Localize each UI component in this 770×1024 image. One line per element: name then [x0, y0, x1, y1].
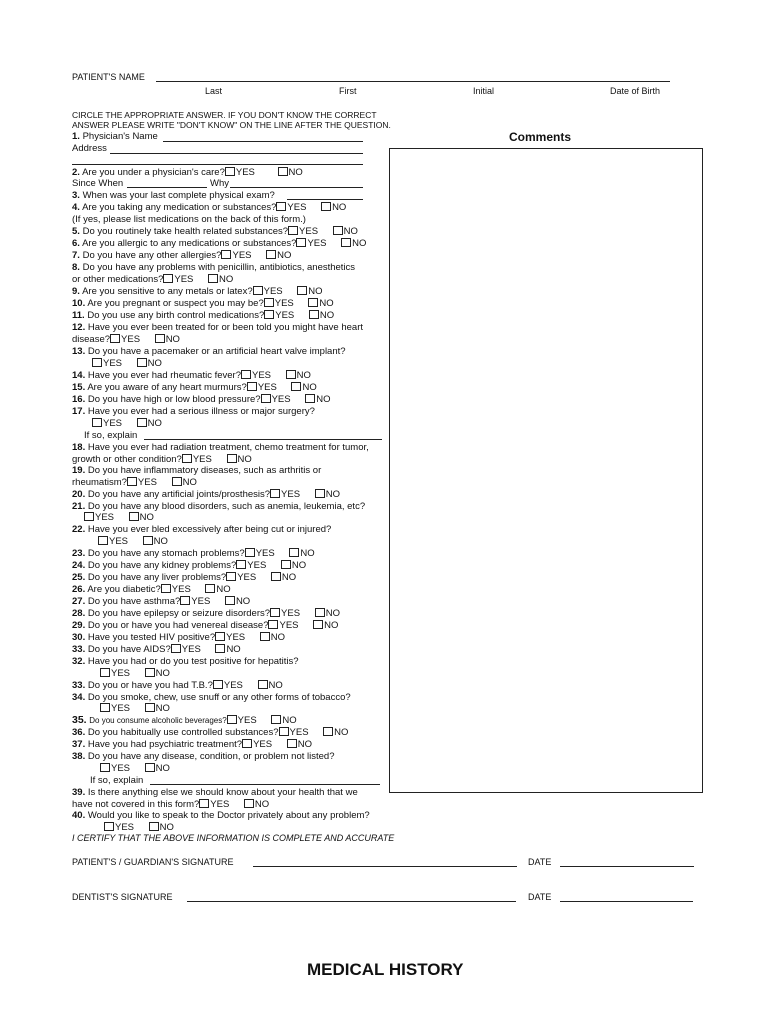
instructions-line2: ANSWER PLEASE WRITE "DON'T KNOW" ON THE LINE AFTER THE QUESTION. [72, 120, 391, 130]
question-6: 6. Are you allergic to any medications or substances? YES NO [72, 238, 367, 249]
question-17-answers: YES NO [92, 418, 162, 429]
q38-yes-checkbox[interactable] [100, 763, 110, 772]
address-label: Address [72, 143, 107, 154]
address-line-2[interactable] [72, 164, 363, 165]
question-24: 24. Do you have any kidney problems? YES NO [72, 560, 307, 571]
address-line[interactable] [110, 153, 363, 154]
physician-row: 1. Physician's Name [72, 131, 158, 142]
patient-signature-line[interactable] [253, 866, 517, 867]
question-aids: 33. Do you have AIDS? YES NO [72, 644, 241, 655]
question-22: 22. Have you ever bled excessively after being cut or injured? [72, 524, 332, 535]
question-25: 25. Do you have any liver problems? YES NO [72, 572, 297, 583]
q25-no-checkbox[interactable] [271, 572, 281, 581]
question-29: 29. Do you or have you had venereal disease? YES NO [72, 620, 339, 631]
question-10: 10. Are you pregnant or suspect you may be? YES NO [72, 298, 334, 309]
q7-yes-checkbox[interactable] [221, 250, 231, 259]
question-tb: 33. Do you or have you had T.B.? YES NO [72, 680, 283, 691]
dob-sublabel: Date of Birth [610, 86, 661, 96]
question-23: 23. Do you have any stomach problems? YES NO [72, 548, 315, 559]
q13-no-checkbox[interactable] [137, 358, 147, 367]
q38-explain-label: If so, explain [90, 775, 144, 786]
question-39: 39. Is there anything else we should know about your health that we [72, 787, 358, 798]
q5-no-checkbox[interactable] [333, 226, 343, 235]
q27-no-checkbox[interactable] [225, 596, 235, 605]
question-34: 34. Do you smoke, chew, use snuff or any other forms of tobacco? [72, 692, 351, 703]
question-32-answers: YES NO [100, 668, 170, 679]
since-when-line[interactable] [127, 187, 207, 188]
question-40-answers: YES NO [104, 822, 174, 833]
q38-explain-line[interactable] [150, 784, 380, 785]
question-15: 15. Are you aware of any heart murmurs? YES NO [72, 382, 317, 393]
dentist-date-line[interactable] [560, 901, 693, 902]
comments-label: Comments [509, 130, 572, 144]
q27-yes-checkbox[interactable] [180, 596, 190, 605]
question-19: 19. Do you have inflammatory diseases, such as arthritis or [72, 465, 322, 476]
q28-yes-checkbox[interactable] [270, 608, 280, 617]
q19-no-checkbox[interactable] [172, 477, 182, 486]
q21-yes-checkbox[interactable] [84, 512, 94, 521]
comments-box[interactable] [389, 148, 703, 793]
q4-no-checkbox[interactable] [321, 202, 331, 211]
patient-name-line[interactable] [156, 81, 670, 82]
why-line[interactable] [230, 187, 363, 188]
q39-yes-checkbox[interactable] [199, 799, 209, 808]
q14-yes-checkbox[interactable] [241, 370, 251, 379]
q35-no-checkbox[interactable] [271, 715, 281, 724]
patient-date-line[interactable] [560, 866, 694, 867]
q11-no-checkbox[interactable] [309, 310, 319, 319]
question-21-answers: YES NO [84, 512, 154, 523]
q40-yes-checkbox[interactable] [104, 822, 114, 831]
q24-no-checkbox[interactable] [281, 560, 291, 569]
question-32: 32. Have you had or do you test positive for hepatitis? [72, 656, 299, 667]
q15-yes-checkbox[interactable] [247, 382, 257, 391]
q28-no-checkbox[interactable] [315, 608, 325, 617]
question-37: 37. Have you had psychiatric treatment? YES NO [72, 739, 312, 750]
q9-no-checkbox[interactable] [297, 286, 307, 295]
q21-no-checkbox[interactable] [129, 512, 139, 521]
since-when-row: Since When [72, 178, 124, 189]
question-26: 26. Are you diabetic? YES NO [72, 584, 231, 595]
form-title: MEDICAL HISTORY [307, 960, 464, 979]
question-2: 2. Are you under a physician's care? YES NO [72, 167, 303, 178]
q29-no-checkbox[interactable] [313, 620, 323, 629]
question-27: 27. Do you have asthma? YES NO [72, 596, 251, 607]
q24-yes-checkbox[interactable] [236, 560, 246, 569]
question-13: 13. Do you have a pacemaker or an artificial heart valve implant? [72, 346, 346, 357]
q4-note: (If yes, please list medications on the back of this form.) [72, 214, 306, 225]
q17-no-checkbox[interactable] [137, 418, 147, 427]
q32-yes-checkbox[interactable] [100, 668, 110, 677]
aids-no-checkbox[interactable] [215, 644, 225, 653]
q9-yes-checkbox[interactable] [253, 286, 263, 295]
q5-yes-checkbox[interactable] [288, 226, 298, 235]
q16-yes-checkbox[interactable] [261, 394, 271, 403]
q6-yes-checkbox[interactable] [296, 238, 306, 247]
tb-no-checkbox[interactable] [258, 680, 268, 689]
patient-date-label: DATE [528, 857, 552, 867]
q10-no-checkbox[interactable] [308, 298, 318, 307]
q15-no-checkbox[interactable] [291, 382, 301, 391]
question-19-cont: rheumatism? YES NO [72, 477, 197, 488]
q17-explain-line[interactable] [144, 439, 382, 440]
q20-yes-checkbox[interactable] [270, 489, 280, 498]
q10-yes-checkbox[interactable] [264, 298, 274, 307]
q11-yes-checkbox[interactable] [264, 310, 274, 319]
q36-no-checkbox[interactable] [323, 727, 333, 736]
q2-yes-checkbox[interactable] [225, 167, 235, 176]
first-sublabel: First [339, 86, 357, 96]
q12-no-checkbox[interactable] [155, 334, 165, 343]
question-12-cont: disease? YES NO [72, 334, 180, 345]
q19-yes-checkbox[interactable] [127, 477, 137, 486]
q2-no-checkbox[interactable] [278, 167, 288, 176]
dentist-date-label: DATE [528, 892, 552, 902]
question-14: 14. Have you ever had rheumatic fever? YES NO [72, 370, 311, 381]
q23-no-checkbox[interactable] [289, 548, 299, 557]
question-18: 18. Have you ever had radiation treatment, chemo treatment for tumor, [72, 442, 369, 453]
q22-yes-checkbox[interactable] [98, 536, 108, 545]
q8-no-checkbox[interactable] [208, 274, 218, 283]
question-3: 3. When was your last complete physical exam? [72, 190, 275, 201]
question-4: 4. Are you taking any medication or substances? YES NO [72, 202, 347, 213]
q17-explain-label: If so, explain [84, 430, 138, 441]
q14-no-checkbox[interactable] [286, 370, 296, 379]
q3-answer-line[interactable] [287, 199, 363, 200]
q30-no-checkbox[interactable] [260, 632, 270, 641]
question-7: 7. Do you have any other allergies? YES NO [72, 250, 292, 261]
instructions-line1: CIRCLE THE APPROPRIATE ANSWER. IF YOU DON'T KNOW THE CORRECT [72, 110, 377, 120]
question-34-answers: YES NO [100, 703, 170, 714]
q18-yes-checkbox[interactable] [182, 454, 192, 463]
question-21: 21. Do you have any blood disorders, such as anemia, leukemia, etc? [72, 501, 366, 512]
question-5: 5. Do you routinely take health related substances? YES NO [72, 226, 358, 237]
question-22-answers: YES NO [98, 536, 168, 547]
question-11: 11. Do you use any birth control medications? YES NO [72, 310, 335, 321]
q35-yes-checkbox[interactable] [227, 715, 237, 724]
q12-yes-checkbox[interactable] [110, 334, 120, 343]
q4-yes-checkbox[interactable] [276, 202, 286, 211]
dentist-signature-label: DENTIST'S SIGNATURE [72, 892, 173, 902]
why-label: Why [210, 178, 229, 189]
q23-yes-checkbox[interactable] [245, 548, 255, 557]
question-36: 36. Do you habitually use controlled substances? YES NO [72, 727, 349, 738]
q17-yes-checkbox[interactable] [92, 418, 102, 427]
certify-statement: I CERTIFY THAT THE ABOVE INFORMATION IS COMPLETE AND ACCURATE [72, 833, 395, 843]
question-40: 40. Would you like to speak to the Doctor privately about any problem? [72, 810, 370, 821]
q38-no-checkbox[interactable] [145, 763, 155, 772]
q40-no-checkbox[interactable] [149, 822, 159, 831]
question-13-answers: YES NO [92, 358, 162, 369]
question-12: 12. Have you ever been treated for or been told you might have heart [72, 322, 364, 333]
q37-no-checkbox[interactable] [287, 739, 297, 748]
question-18-cont: growth or other condition? YES NO [72, 454, 252, 465]
patient-name-label: PATIENT'S NAME [72, 72, 145, 82]
q36-yes-checkbox[interactable] [279, 727, 289, 736]
question-35: 35. Do you consume alcoholic beverages? YES NO [72, 714, 297, 726]
question-20: 20. Do you have any artificial joints/prosthesis? YES NO [72, 489, 340, 500]
q39-no-checkbox[interactable] [244, 799, 254, 808]
q26-yes-checkbox[interactable] [161, 584, 171, 593]
q30-yes-checkbox[interactable] [215, 632, 225, 641]
q29-yes-checkbox[interactable] [268, 620, 278, 629]
tb-yes-checkbox[interactable] [213, 680, 223, 689]
q7-no-checkbox[interactable] [266, 250, 276, 259]
question-8-cont: or other medications? YES NO [72, 274, 234, 285]
q32-no-checkbox[interactable] [145, 668, 155, 677]
question-17: 17. Have you ever had a serious illness or major surgery? [72, 406, 315, 417]
question-38-answers: YES NO [100, 763, 170, 774]
question-39-cont: have not covered in this form? YES NO [72, 799, 270, 810]
aids-yes-checkbox[interactable] [171, 644, 181, 653]
initial-sublabel: Initial [473, 86, 495, 96]
q26-no-checkbox[interactable] [205, 584, 215, 593]
question-9: 9. Are you sensitive to any metals or latex? YES NO [72, 286, 323, 297]
last-sublabel: Last [205, 86, 223, 96]
q34-yes-checkbox[interactable] [100, 703, 110, 712]
q20-no-checkbox[interactable] [315, 489, 325, 498]
physician-name-line[interactable] [163, 141, 363, 142]
patient-signature-label: PATIENT'S / GUARDIAN'S SIGNATURE [72, 857, 234, 867]
q13-yes-checkbox[interactable] [92, 358, 102, 367]
q25-yes-checkbox[interactable] [226, 572, 236, 581]
question-38: 38. Do you have any disease, condition, or problem not listed? [72, 751, 335, 762]
q6-no-checkbox[interactable] [341, 238, 351, 247]
q37-yes-checkbox[interactable] [242, 739, 252, 748]
q16-no-checkbox[interactable] [305, 394, 315, 403]
question-28: 28. Do you have epilepsy or seizure disorders? YES NO [72, 608, 340, 619]
q18-no-checkbox[interactable] [227, 454, 237, 463]
question-30: 30. Have you tested HIV positive? YES NO [72, 632, 286, 643]
dentist-signature-line[interactable] [187, 901, 516, 902]
q8-yes-checkbox[interactable] [163, 274, 173, 283]
question-16: 16. Do you have high or low blood pressure? YES NO [72, 394, 331, 405]
q34-no-checkbox[interactable] [145, 703, 155, 712]
q22-no-checkbox[interactable] [143, 536, 153, 545]
physician-label: Physician's Name [82, 131, 158, 142]
question-8: 8. Do you have any problems with penicillin, antibiotics, anesthetics [72, 262, 356, 273]
